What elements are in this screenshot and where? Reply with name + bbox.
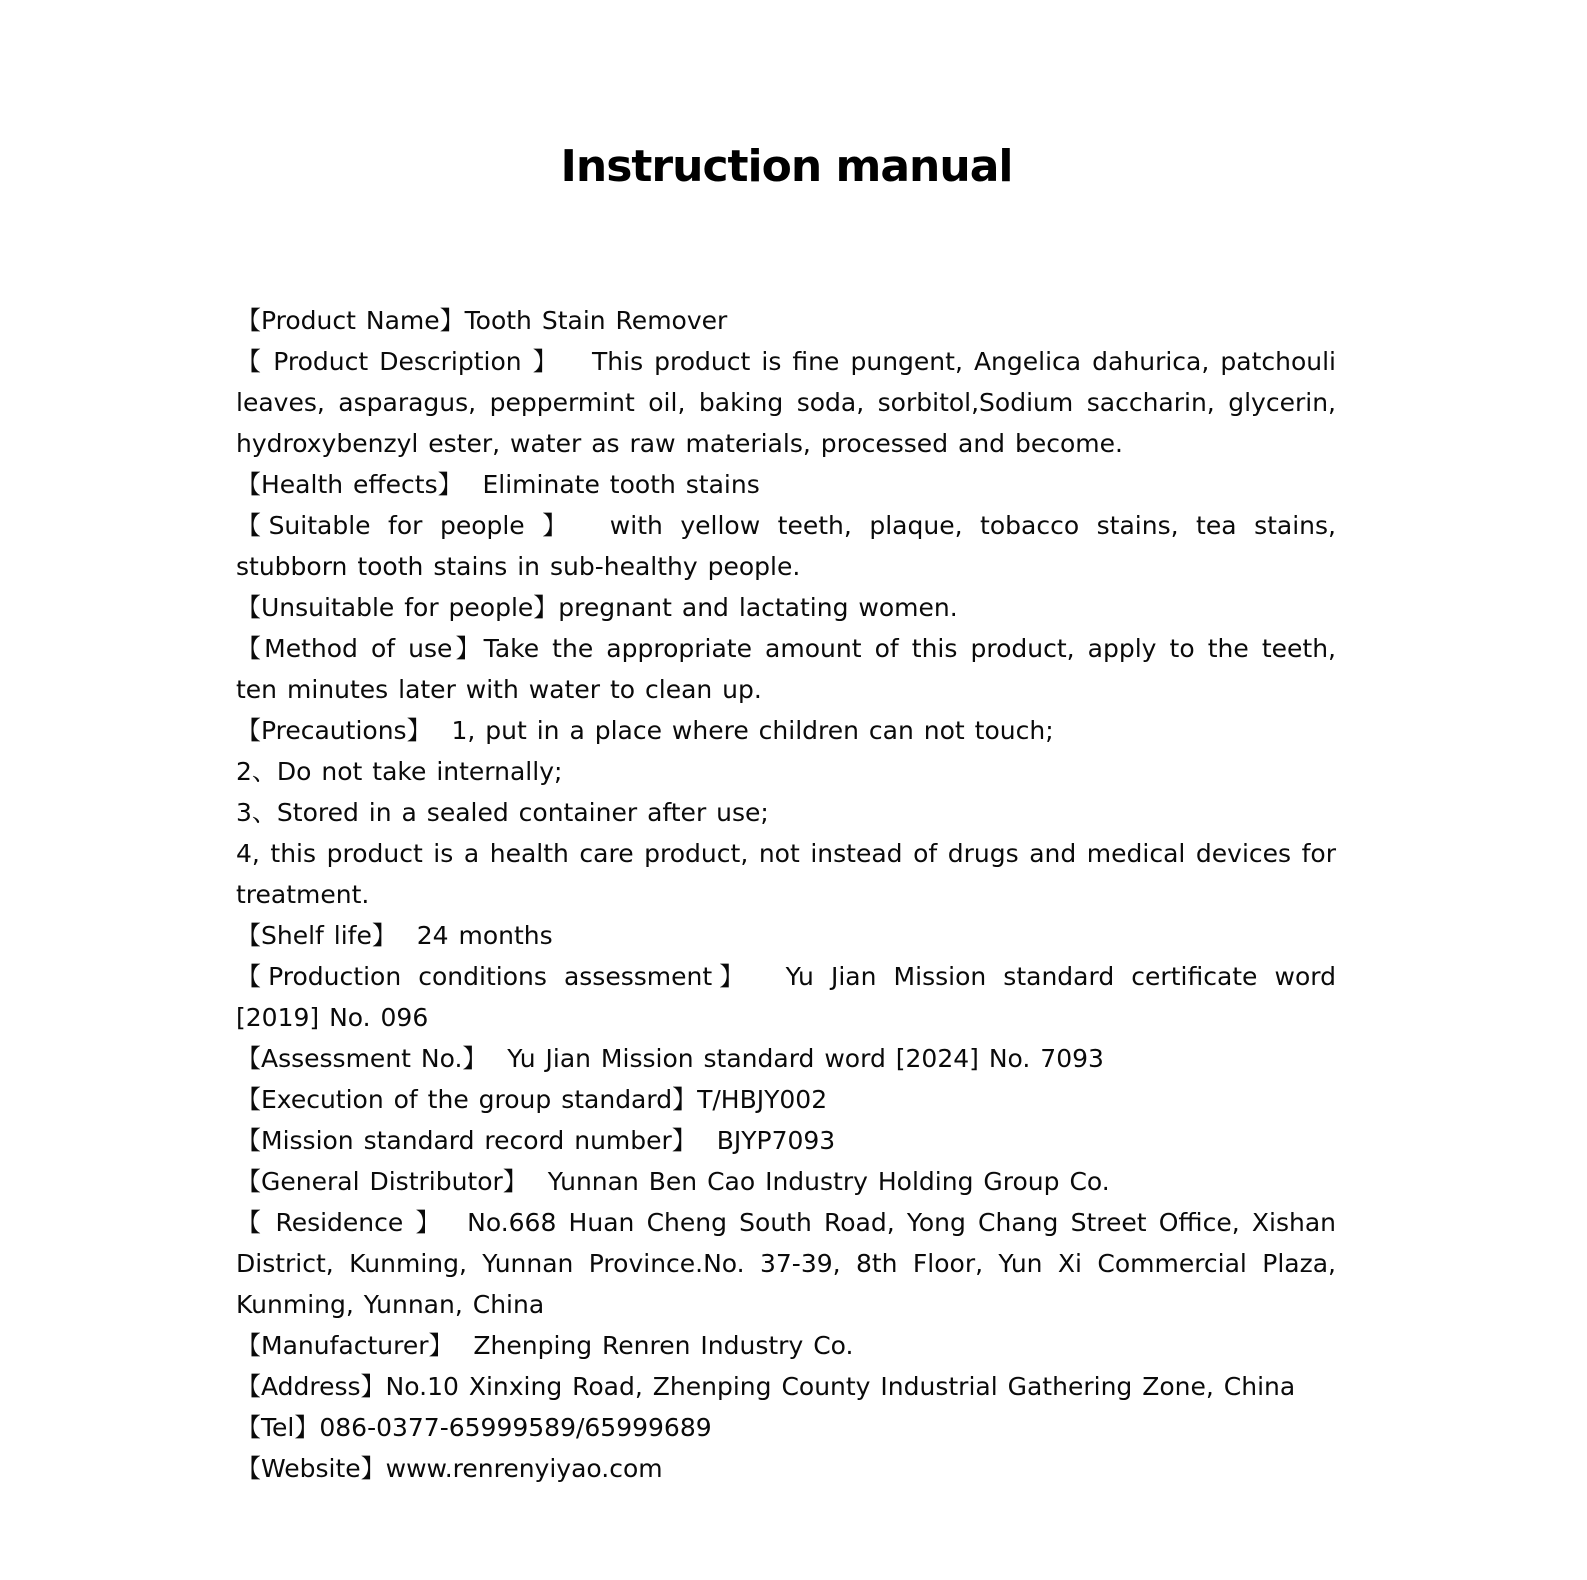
manual-paragraph: 【Unsuitable for people】pregnant and lactating women. <box>236 593 958 622</box>
manual-paragraph: 3、Stored in a sealed container after use; <box>236 798 769 827</box>
manual-paragraph: 【Mission standard record number】 BJYP7093 <box>236 1126 836 1155</box>
manual-paragraph: 【 Residence 】 No.668 Huan Cheng South Road, Yong Chang Street Office, Xishan District, Kunming, Yunnan Province.No. 37-39, 8th Floor, Yun Xi Commercial Plaza, Kunming, Yunnan, China <box>236 1208 1336 1319</box>
manual-paragraph: 4, this product is a health care product, not instead of drugs and medical devices for treatment. <box>236 839 1336 909</box>
manual-paragraph: 【Health effects】 Eliminate tooth stains <box>236 470 760 499</box>
manual-paragraph: 2、Do not take internally; <box>236 757 563 786</box>
manual-paragraph: 【Suitable for people 】 with yellow teeth, plaque, tobacco stains, tea stains, stubborn tooth stains in sub-healthy people. <box>236 511 1336 581</box>
manual-paragraph: 【General Distributor】 Yunnan Ben Cao Industry Holding Group Co. <box>236 1167 1110 1196</box>
manual-paragraph: 【Manufacturer】 Zhenping Renren Industry Co. <box>236 1331 854 1360</box>
manual-paragraph: 【Assessment No.】 Yu Jian Mission standard word [2024] No. 7093 <box>236 1044 1104 1073</box>
manual-body <box>236 300 1336 1489</box>
manual-paragraph: 【Tel】086-0377-65999589/65999689 <box>236 1413 712 1442</box>
manual-paragraph: 【Product Name】Tooth Stain Remover <box>236 306 728 335</box>
manual-paragraph: 【Shelf life】 24 months <box>236 921 553 950</box>
manual-paragraph: 【Method of use】Take the appropriate amount of this product, apply to the teeth, ten minutes later with water to clean up. <box>236 634 1336 704</box>
manual-paragraph: 【Website】www.renrenyiyao.com <box>236 1454 663 1483</box>
manual-paragraph: 【Precautions】 1, put in a place where children can not touch; <box>236 716 1054 745</box>
manual-paragraph: 【Production conditions assessment】 Yu Jian Mission standard certificate word [2019] No. 096 <box>236 962 1336 1032</box>
manual-paragraph: 【 Product Description 】 This product is fine pungent, Angelica dahurica, patchouli leaves, asparagus, peppermint oil, baking soda, sorbitol,Sodium saccharin, glycerin, hydroxybenzyl ester, water as raw materials, processed and become. <box>236 347 1336 458</box>
manual-paragraph: 【Execution of the group standard】T/HBJY002 <box>236 1085 828 1114</box>
page-title: Instruction manual <box>560 141 1013 192</box>
manual-paragraph: 【Address】No.10 Xinxing Road, Zhenping County Industrial Gathering Zone, China <box>236 1372 1296 1401</box>
